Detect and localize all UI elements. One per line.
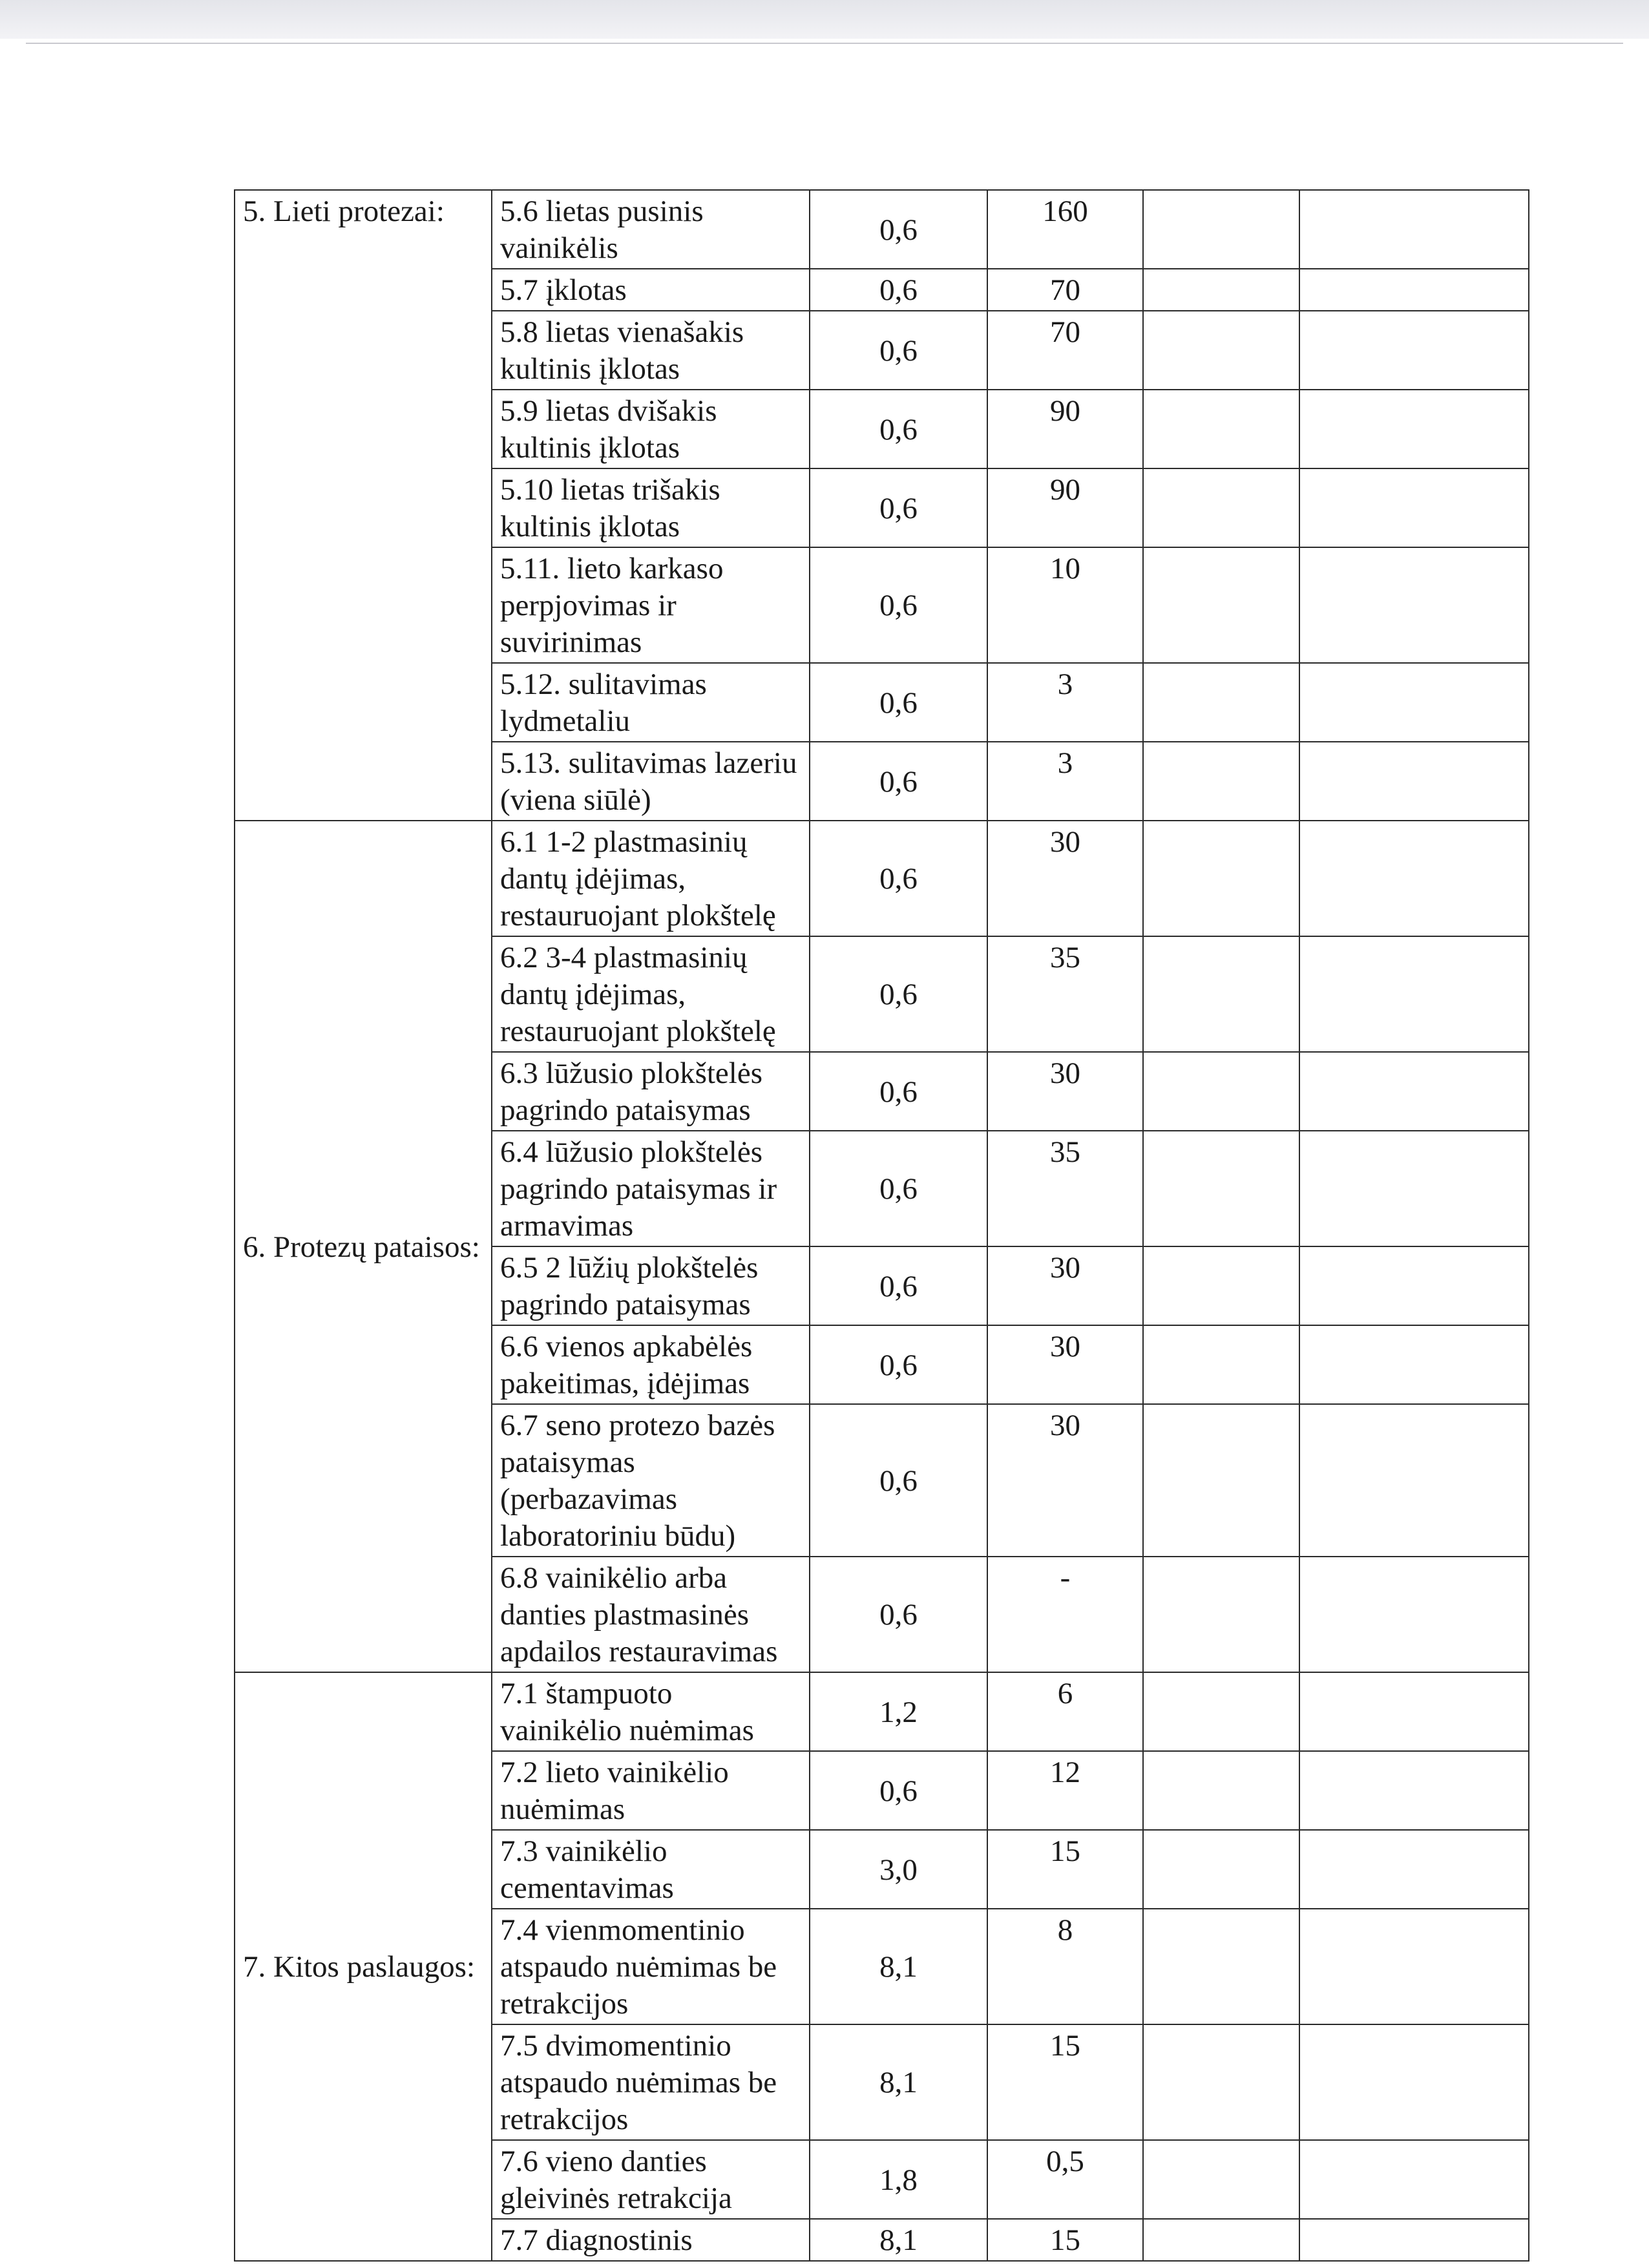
empty-cell [1143,1672,1299,1751]
coefficient-cell: 0,6 [810,936,987,1052]
value-cell: 30 [987,1404,1143,1557]
service-cell: 5.12. sulitavimas lydmetaliu [492,663,810,742]
service-cell: 6.3 lūžusio plokštelės pagrindo pataisymas [492,1052,810,1131]
price-table [234,189,1529,2262]
service-cell: 7.2 lieto vainikėlio nuėmimas [492,1751,810,1830]
coefficient-cell: 0,6 [810,742,987,821]
service-cell: 7.4 vienmomentinio atspaudo nuėmimas be retrakcijos [492,1909,810,2024]
group-cell: 7. Kitos paslaugos: [235,1672,492,2261]
empty-cell [1143,390,1299,468]
empty-cell [1299,742,1529,821]
service-cell: 7.3 vainikėlio cementavimas [492,1830,810,1909]
service-cell: 6.8 vainikėlio arba danties plastmasinės apdailos restauravimas [492,1557,810,1672]
value-cell: 70 [987,269,1143,311]
coefficient-cell: 0,6 [810,663,987,742]
empty-cell [1143,1052,1299,1131]
table-row [235,821,1529,936]
empty-cell [1143,2024,1299,2140]
table-row [235,190,1529,269]
service-cell: 6.7 seno protezo bazės pataisymas (perbazavimas laboratoriniu būdu) [492,1404,810,1557]
empty-cell [1299,1246,1529,1325]
coefficient-cell: 8,1 [810,1909,987,2024]
value-cell: 0,5 [987,2140,1143,2219]
service-cell: 6.6 vienos apkabėlės pakeitimas, įdėjimas [492,1325,810,1404]
service-cell: 7.1 štampuoto vainikėlio nuėmimas [492,1672,810,1751]
coefficient-cell: 0,6 [810,311,987,390]
service-cell: 5.6 lietas pusinis vainikėlis [492,190,810,269]
empty-cell [1143,190,1299,269]
coefficient-cell: 0,6 [810,1557,987,1672]
value-cell: 160 [987,190,1143,269]
coefficient-cell: 0,6 [810,468,987,547]
empty-cell [1143,2219,1299,2261]
value-cell: 3 [987,663,1143,742]
coefficient-cell: 0,6 [810,1052,987,1131]
coefficient-cell: 3,0 [810,1830,987,1909]
group-cell: 5. Lieti protezai: [235,190,492,821]
value-cell: 15 [987,2024,1143,2140]
empty-cell [1143,1557,1299,1672]
value-cell: 10 [987,547,1143,663]
service-cell: 5.11. lieto karkaso perpjovimas ir suvirinimas [492,547,810,663]
service-cell: 5.7 įklotas [492,269,810,311]
value-cell: 12 [987,1751,1143,1830]
service-cell: 6.1 1-2 plastmasinių dantų įdėjimas, restauruojant plokštelę [492,821,810,936]
empty-cell [1299,2219,1529,2261]
empty-cell [1299,468,1529,547]
coefficient-cell: 0,6 [810,190,987,269]
coefficient-cell: 0,6 [810,1404,987,1557]
empty-cell [1299,269,1529,311]
value-cell: 30 [987,1246,1143,1325]
coefficient-cell: 0,6 [810,547,987,663]
empty-cell [1299,1557,1529,1672]
value-cell: - [987,1557,1143,1672]
table-row [235,1672,1529,1751]
coefficient-cell: 1,8 [810,2140,987,2219]
value-cell: 8 [987,1909,1143,2024]
empty-cell [1299,1672,1529,1751]
empty-cell [1143,1830,1299,1909]
empty-cell [1143,547,1299,663]
value-cell: 35 [987,1131,1143,1246]
service-cell: 6.2 3-4 plastmasinių dantų įdėjimas, restauruojant plokštelę [492,936,810,1052]
empty-cell [1299,1052,1529,1131]
empty-cell [1299,1131,1529,1246]
empty-cell [1299,311,1529,390]
coefficient-cell: 0,6 [810,1131,987,1246]
empty-cell [1299,936,1529,1052]
service-cell: 5.13. sulitavimas lazeriu (viena siūlė) [492,742,810,821]
service-cell: 5.8 lietas vienašakis kultinis įklotas [492,311,810,390]
service-cell: 7.6 vieno danties gleivinės retrakcija [492,2140,810,2219]
value-cell: 35 [987,936,1143,1052]
coefficient-cell: 1,2 [810,1672,987,1751]
scan-edge-line [26,43,1623,44]
value-cell: 30 [987,821,1143,936]
scan-top-edge [0,0,1649,39]
service-cell: 7.7 diagnostinis [492,2219,810,2261]
value-cell: 30 [987,1325,1143,1404]
empty-cell [1143,468,1299,547]
empty-cell [1143,1246,1299,1325]
coefficient-cell: 0,6 [810,1751,987,1830]
coefficient-cell: 8,1 [810,2024,987,2140]
empty-cell [1143,1404,1299,1557]
empty-cell [1143,1325,1299,1404]
empty-cell [1299,1830,1529,1909]
empty-cell [1299,1404,1529,1557]
coefficient-cell: 0,6 [810,269,987,311]
coefficient-cell: 8,1 [810,2219,987,2261]
empty-cell [1299,547,1529,663]
value-cell: 70 [987,311,1143,390]
empty-cell [1299,2024,1529,2140]
service-cell: 5.10 lietas trišakis kultinis įklotas [492,468,810,547]
empty-cell [1299,2140,1529,2219]
service-cell: 5.9 lietas dvišakis kultinis įklotas [492,390,810,468]
empty-cell [1143,311,1299,390]
value-cell: 90 [987,468,1143,547]
service-cell: 6.5 2 lūžių plokštelės pagrindo pataisymas [492,1246,810,1325]
empty-cell [1143,269,1299,311]
value-cell: 3 [987,742,1143,821]
value-cell: 15 [987,1830,1143,1909]
empty-cell [1143,1131,1299,1246]
empty-cell [1143,821,1299,936]
value-cell: 6 [987,1672,1143,1751]
empty-cell [1143,663,1299,742]
empty-cell [1143,742,1299,821]
coefficient-cell: 0,6 [810,1246,987,1325]
value-cell: 15 [987,2219,1143,2261]
value-cell: 30 [987,1052,1143,1131]
empty-cell [1143,2140,1299,2219]
empty-cell [1299,1325,1529,1404]
empty-cell [1143,936,1299,1052]
empty-cell [1299,190,1529,269]
coefficient-cell: 0,6 [810,821,987,936]
empty-cell [1143,1909,1299,2024]
group-cell: 6. Protezų pataisos: [235,821,492,1672]
service-cell: 7.5 dvimomentinio atspaudo nuėmimas be retrakcijos [492,2024,810,2140]
empty-cell [1299,663,1529,742]
empty-cell [1299,390,1529,468]
empty-cell [1143,1751,1299,1830]
empty-cell [1299,821,1529,936]
value-cell: 90 [987,390,1143,468]
service-cell: 6.4 lūžusio plokštelės pagrindo pataisymas ir armavimas [492,1131,810,1246]
coefficient-cell: 0,6 [810,390,987,468]
coefficient-cell: 0,6 [810,1325,987,1404]
empty-cell [1299,1751,1529,1830]
empty-cell [1299,1909,1529,2024]
